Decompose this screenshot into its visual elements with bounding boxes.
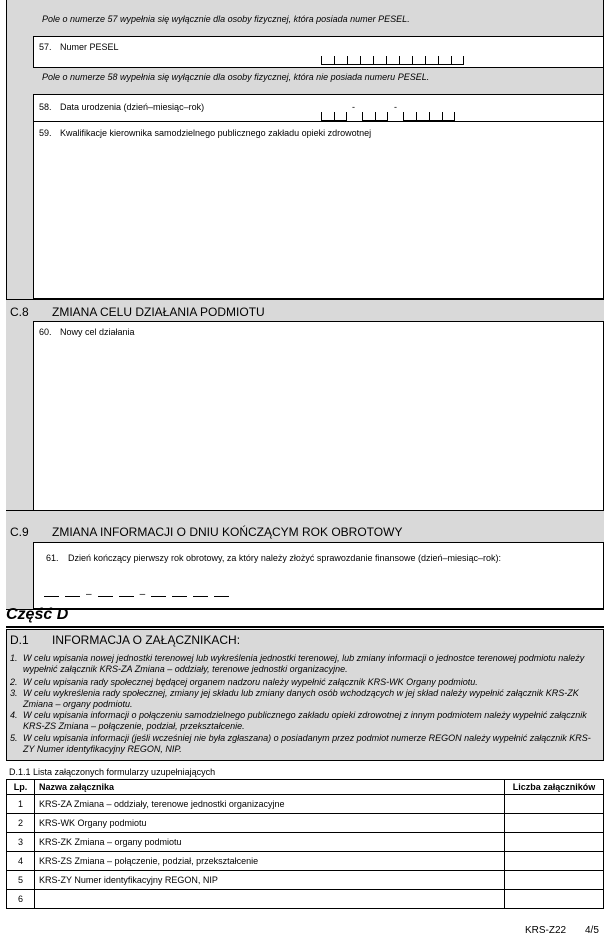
section-d1-title: INFORMACJA O ZAŁĄCZNIKACH: xyxy=(52,633,241,647)
field-59-number: 59. xyxy=(39,128,52,138)
row-lp: 2 xyxy=(7,814,35,833)
fiscal-date-separator-2: – xyxy=(139,589,146,600)
field-61-fiscal-year-end[interactable] xyxy=(33,542,604,609)
field-61-label: Dzień kończący pierwszy rok obrotowy, za który należy złożyć sprawozdanie finansowe (dzień–miesiąc–rok): xyxy=(68,553,502,563)
birthdate-separator-1: - xyxy=(352,102,355,112)
row-name-input[interactable] xyxy=(35,890,505,909)
fiscal-date-separator-1: – xyxy=(86,589,92,600)
instruction-4: 4. W celu wpisania informacji o połączeniu samodzielnego publicznego zakładu opieki zdrowotnej z innym podmiotem należy wypełnić załącznik KRS-ZS Zmiana – połączenie, podział, przekształcenie. xyxy=(10,710,587,731)
row-lp: 6 xyxy=(7,890,35,909)
row-count-input[interactable] xyxy=(505,833,604,852)
row-name: KRS-WK Organy podmiotu xyxy=(35,814,505,833)
note-57: Pole o numerze 57 wypełnia się wyłącznie dla osoby fizycznej, która posiada numer PESEL. xyxy=(42,14,410,24)
row-name: KRS-ZA Zmiana – oddziały, terenowe jednostki organizacyjne xyxy=(35,795,505,814)
instruction-1: 1. W celu wpisania nowej jednostki terenowej lub wykreślenia jednostki terenowej, lub zmiany informacji o jednostce terenowej podmiotu należy wypełnić załącznik KRS-ZA Zmiana – oddziały, terenowe jednostki organizacyjne. xyxy=(10,653,585,674)
row-count-input[interactable] xyxy=(505,814,604,833)
birthdate-separator-2: - xyxy=(394,102,397,112)
attachments-table xyxy=(6,779,604,909)
attachments-list-title: D.1.1 Lista załączonych formularzy uzupełniających xyxy=(9,767,216,777)
table-row xyxy=(7,852,604,871)
row-lp: 5 xyxy=(7,871,35,890)
field-58-label: Data urodzenia (dzień–miesiąc–rok) xyxy=(60,102,205,112)
field-59-label: Kwalifikacje kierownika samodzielnego publicznego zakładu opieki zdrowotnej xyxy=(60,128,372,138)
row-name: KRS-ZY Numer identyfikacyjny REGON, NIP xyxy=(35,871,505,890)
section-c8-title: ZMIANA CELU DZIAŁANIA PODMIOTU xyxy=(52,305,265,319)
row-count-input[interactable] xyxy=(505,890,604,909)
row-count-input[interactable] xyxy=(505,852,604,871)
instruction-2: 2. W celu wpisania rady społecznej będącej organem nadzoru należy wypełnić załącznik KRS-WK Organy podmiotu. xyxy=(10,677,478,687)
row-count-input[interactable] xyxy=(505,795,604,814)
field-57-pesel[interactable] xyxy=(33,36,604,68)
col-count-header: Liczba załączników xyxy=(505,780,604,795)
field-59-qualifications[interactable] xyxy=(33,121,604,299)
col-lp-header: Lp. xyxy=(7,780,35,795)
row-name: KRS-ZS Zmiana – połączenie, podział, przekształcenie xyxy=(35,852,505,871)
part-d-rule xyxy=(6,626,604,628)
field-57-number: 57. xyxy=(39,42,52,52)
table-row xyxy=(7,795,604,814)
part-d-title: Część D xyxy=(6,606,69,623)
birth-year-boxes[interactable] xyxy=(403,112,455,121)
row-lp: 3 xyxy=(7,833,35,852)
table-row xyxy=(7,833,604,852)
col-name-header: Nazwa załącznika xyxy=(35,780,505,795)
note-58: Pole o numerze 58 wypełnia się wyłącznie dla osoby fizycznej, która nie posiada numeru PESEL. xyxy=(42,72,430,82)
section-d1-code: D.1 xyxy=(10,633,29,647)
table-row xyxy=(7,890,604,909)
table-row xyxy=(7,814,604,833)
row-name: KRS-ZK Zmiana – organy podmiotu xyxy=(35,833,505,852)
pesel-digit-boxes[interactable] xyxy=(321,56,464,65)
field-57-label: Numer PESEL xyxy=(60,42,119,52)
field-61-number: 61. xyxy=(46,553,59,563)
row-lp: 1 xyxy=(7,795,35,814)
field-60-number: 60. xyxy=(39,327,52,337)
form-code: KRS-Z22 xyxy=(525,925,567,936)
instruction-5: 5. W celu wpisania informacji (jeśli wcześniej nie była zgłaszana) o posiadanym przez podmiot numerze REGON należy wypełnić załącznik KRS-ZY Numer identyfikacyjny REGON, NIP. xyxy=(10,733,591,754)
field-60-new-purpose[interactable] xyxy=(33,321,604,511)
field-60-label: Nowy cel działania xyxy=(60,327,135,337)
section-c8-code: C.8 xyxy=(10,305,29,319)
table-header-row xyxy=(7,780,604,795)
birth-day-boxes[interactable] xyxy=(321,112,347,121)
birth-month-boxes[interactable] xyxy=(362,112,388,121)
field-58-birthdate[interactable] xyxy=(33,94,604,122)
section-c9-title: ZMIANA INFORMACJI O DNIU KOŃCZĄCYM ROK OBROTOWY xyxy=(52,525,403,539)
fiscal-date-entry[interactable] xyxy=(44,589,235,600)
table-row xyxy=(7,871,604,890)
instruction-3: 3. W celu wykreślenia rady społecznej, zmiany jej składu lub zmiany danych osób wchodzących w jej skład należy wypełnić załącznik KRS-ZK Zmiana – organy podmiotu. xyxy=(10,688,579,709)
row-count-input[interactable] xyxy=(505,871,604,890)
section-c9-code: C.9 xyxy=(10,525,29,539)
page-number: 4/5 xyxy=(585,925,599,936)
row-lp: 4 xyxy=(7,852,35,871)
field-58-number: 58. xyxy=(39,102,52,112)
